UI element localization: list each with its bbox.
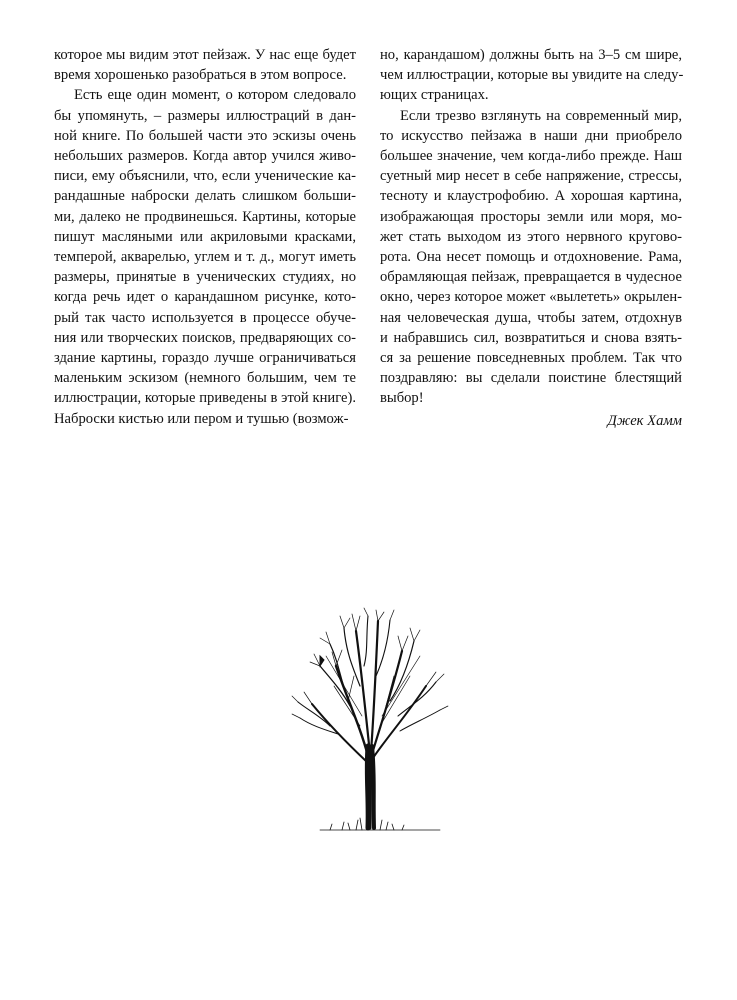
text-line: выбор! bbox=[380, 390, 424, 407]
text-line: темперой, акварелью, углем и т. д., могут иметь bbox=[54, 249, 356, 266]
text-line: поздравляю: вы сделали поистине блестящий bbox=[380, 370, 682, 387]
right-text-column bbox=[380, 45, 682, 431]
text-line: ющих страницах. bbox=[380, 87, 489, 104]
text-line: ся за решение повседневных проблем. Так что bbox=[380, 350, 682, 367]
text-line: ми, далеко не продвинешься. Картины, которые bbox=[54, 208, 356, 225]
right_column-paragraph bbox=[380, 45, 682, 106]
text-line: чем иллюстрации, которые вы увидите на следу- bbox=[380, 67, 684, 84]
left_column-paragraph bbox=[54, 45, 356, 85]
text-line: время хорошенько разобраться в этом вопросе. bbox=[54, 67, 347, 84]
text-line: которое мы видим этот пейзаж. У нас еще будет bbox=[54, 47, 356, 63]
text-line: рота. Она несет помощь и отдохновение. Рама, bbox=[380, 249, 682, 266]
text-line: размеры, принятые в ученических студиях, но bbox=[54, 269, 356, 286]
text-line: здание картины, гораздо лучше ограничиваться bbox=[54, 350, 356, 367]
text-line: пишут масляными или акриловыми красками, bbox=[54, 228, 356, 245]
text-line: ной книге. По большей части это эскизы очень bbox=[54, 127, 356, 144]
left-text-column bbox=[54, 45, 356, 429]
text-line: большее значение, чем когда-либо прежде. Наш bbox=[380, 148, 682, 165]
text-line: Есть еще один момент, о котором следовало bbox=[74, 87, 356, 104]
tree-illustration bbox=[290, 606, 450, 836]
text-line: суетный мир несет в себе напряжение, стрессы, bbox=[380, 168, 682, 185]
text-line: то искусство пейзажа в наши дни приобрело bbox=[380, 127, 682, 144]
text-line: ния или творческих поисков, предваряющих со- bbox=[54, 329, 356, 346]
text-line: рандашные наброски делать слишком больши- bbox=[54, 188, 356, 205]
text-line: ная человеческая душа, чтобы затем, отдохнув bbox=[380, 309, 682, 326]
text-line: небольших размеров. Когда автор учился живо- bbox=[54, 148, 356, 165]
text-line: но, карандашом) должны быть на 3–5 см шире, bbox=[380, 47, 682, 63]
text-line: Если трезво взглянуть на современный мир, bbox=[400, 107, 682, 124]
text-line: жет стать выходом из этого нервного кругово- bbox=[380, 228, 682, 245]
text-line: иллюстрации, которые приведены в этой книге). bbox=[54, 390, 356, 407]
text-line: тесноту и клаустрофобию. А хорошая картина, bbox=[380, 188, 682, 205]
text-line: Наброски кистью или пером и тушью (возмож- bbox=[54, 410, 349, 427]
author-signature: Джек Хамм bbox=[607, 412, 682, 429]
bare-tree-sketch-icon bbox=[290, 606, 450, 836]
right_column-paragraph bbox=[380, 106, 682, 409]
text-line: рый так часто используется в процессе обуче- bbox=[54, 309, 356, 326]
text-line: обрамляющая пейзаж, превращается в чудесное bbox=[380, 269, 682, 286]
text-line: писи, ему объяснили, что, если ученические ка- bbox=[54, 168, 356, 185]
text-line: маленьким эскизом (немного большим, чем те bbox=[54, 370, 356, 387]
left_column-paragraph bbox=[54, 85, 356, 428]
text-line: изображающая просторы земли или моря, мо- bbox=[380, 208, 682, 225]
text-line: когда речь идет о карандашном рисунке, кото- bbox=[54, 289, 356, 306]
text-line: окно, через которое может «вылететь» окрылен- bbox=[380, 289, 682, 306]
text-line: бы упомянуть, – размеры иллюстраций в дан- bbox=[54, 107, 356, 124]
text-line: и набравшись сил, возвратиться и снова взять- bbox=[380, 329, 682, 346]
